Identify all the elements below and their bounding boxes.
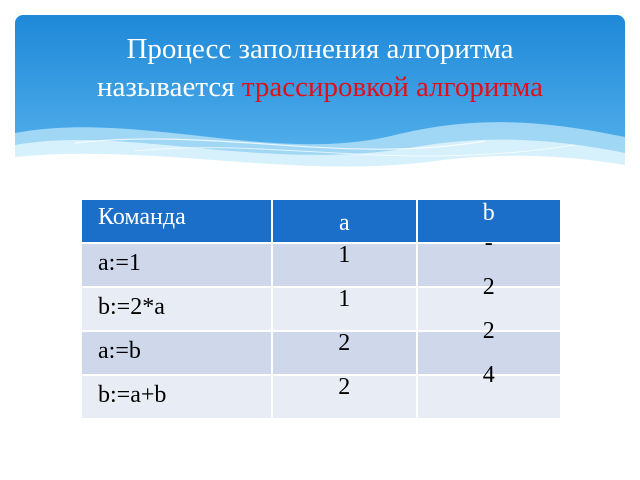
header-command-label: Команда xyxy=(98,204,186,230)
a-value: 1 xyxy=(338,286,351,312)
b-cell xyxy=(417,362,561,419)
b-value: 2 xyxy=(482,274,495,300)
b-value: 2 xyxy=(482,318,495,344)
command-cell xyxy=(81,375,272,419)
title-line-1: Процесс заполнения алгоритма xyxy=(126,33,514,65)
header-command xyxy=(81,199,272,243)
slide-title xyxy=(15,30,625,106)
trace-table xyxy=(80,198,562,420)
a-cell xyxy=(272,243,416,287)
a-value: 2 xyxy=(338,374,351,400)
command-cell xyxy=(81,287,272,331)
header-a-label: a xyxy=(338,210,350,236)
b-value: - xyxy=(484,230,493,256)
command-text: b:=2*a xyxy=(98,294,165,320)
header-b-label: b xyxy=(482,200,495,226)
title-line-2-plain: называется xyxy=(96,71,235,103)
a-value: 2 xyxy=(338,330,351,356)
a-cell xyxy=(272,331,416,375)
a-cell xyxy=(272,287,416,331)
command-cell xyxy=(81,243,272,287)
command-text: a:=1 xyxy=(98,250,141,276)
header-a xyxy=(272,199,416,243)
title-line-2-accent: трассировкой алгоритма xyxy=(241,71,544,103)
b-value: 4 xyxy=(482,362,495,388)
command-text: a:=b xyxy=(98,338,141,364)
a-cell xyxy=(272,375,416,419)
command-text: b:=a+b xyxy=(98,382,167,408)
command-cell xyxy=(81,331,272,375)
a-value: 1 xyxy=(338,242,351,268)
table-row xyxy=(81,375,561,419)
